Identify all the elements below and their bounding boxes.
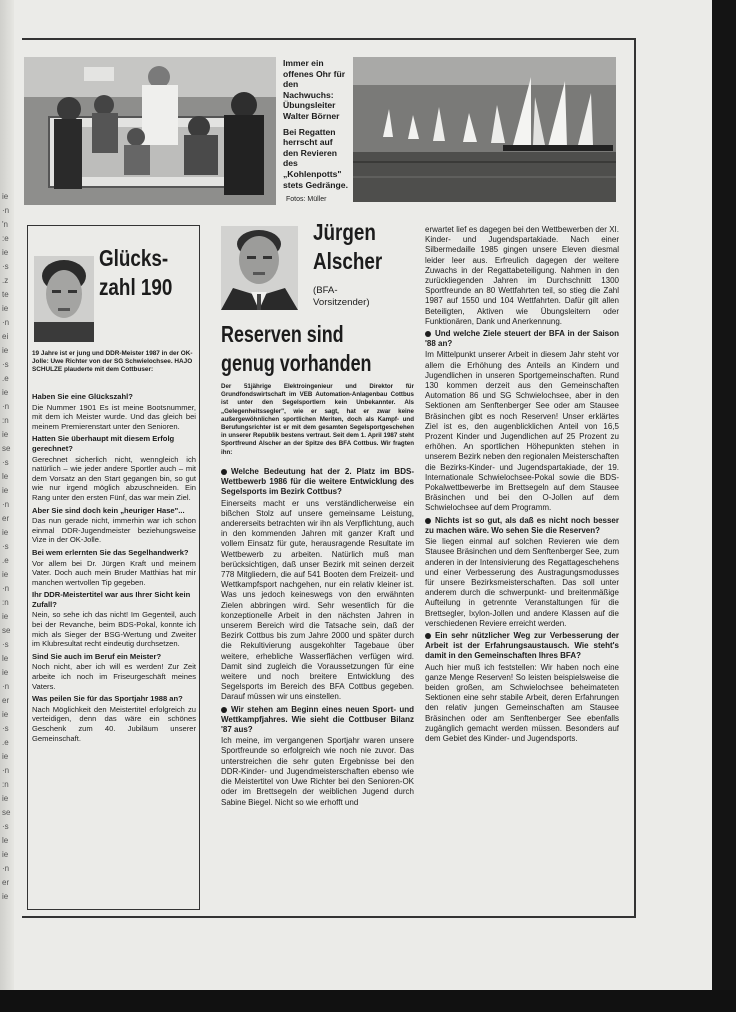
question: Bei wem erlernten Sie das Segelhandwerk? <box>32 547 189 557</box>
question <box>425 631 619 662</box>
article-column-2 <box>221 465 414 810</box>
interviewee-role-text: (BFA-Vorsitzender) <box>313 285 370 308</box>
answer: Die Nummer 1901 Es ist meine Bootsnummer, mit dem ich Meister wurde. Und das gleich bei meinem Premierenstart unter den Senioren. <box>32 402 196 431</box>
portrait-juergen-alscher <box>221 226 298 310</box>
top-rule <box>22 38 636 40</box>
question: Haben Sie eine Glückszahl? <box>32 392 133 401</box>
answer: Vor allem bei Dr. Jürgen Kraft und meinem Vater. Doch auch mein Bruder Matthias hat mir manchen wertvollen Tip gegeben. <box>32 558 196 587</box>
bottom-rule <box>22 916 636 918</box>
article-column-3 <box>425 225 619 746</box>
question: Aber Sie sind doch kein „heuriger Hase"... <box>32 505 185 515</box>
photo-credit: Fotos: Müller <box>286 196 327 203</box>
answer: Nach Möglichkeit den Meistertitel erfolgreich zu verteidigen, denn das wäre ein schönes Geschenk zum 40. Jubiläum unserer Gemeinschaft. <box>32 704 196 743</box>
article-lead: Der 51jährige Elektroingenieur und Direktor für Grundfondswirtschaft im VEB Automation-Anlagenbau Cottbus ist unter den Segelsportlern kein Unbekannter. Als „Gelegenheitssegler", wie er sagt, hat er zwar keine außergewöhnlichen sportlichen Meriten, doch als Kampf- und Berufungsrichter ist er mit dem gesamten Segelsportgeschehen in unserer Republik bestens vertraut. Seit dem 1. April 1987 steht Sportfreund Alscher an der Spitze des BFA Cottbus. Wir fragten ihn: <box>221 383 414 456</box>
question <box>425 329 619 349</box>
question: Hatten Sie überhaupt mit diesem Erfolg gerechnet? <box>32 434 175 453</box>
answer: Im Mittelpunkt unserer Arbeit in diesem Jahr steht vor allem die Erhöhung des Anteils an Kindern und Jugendlichen in unseren Sportgemeinschaften. Rund 130 kommen derzeit aus den Gemeinschaften Automation 86 und SG Schwielochsee, aber in den Sektionen am Senftenberger See oder am Stausee Bräsinchen gibt es noch Reserven! Unser erklärtes Ziel ist es, den augenblicklichen Anteil von 16,5 Prozent Kinder und Jugendlichen auf 25 Prozent zu erhöhen. An sportlichen Höhepunkten stehen in unserem Bezirk neben den regionalen Meisterschaften die Bezirks-Kinder- und Jugendspartakiade, der 19. Internationale Schwielochsee-Pokal sowie die BDS-Pokalwettbewerbe im Brettsegeln auf dem Stausee Bräsinchen und bei den O-Jollen auf dem Schwielochsee auf dem Programm. <box>425 350 619 513</box>
adjacent-page-fragment: ie ·n 'n :e ie ·s .z te ie ·n ei ie ·s .e ie ·n :n ie se ·s le ie ·n er ie ·s .e ie ·n :n ie se ·s le ie ·n er ie ·s .e ie ·n :n ie se ·s le ie ·n er ie <box>2 192 11 901</box>
article-headline-text: Reserven sind genug vorhanden <box>221 321 372 376</box>
interview1-qa <box>32 389 196 745</box>
interview1-intro: 19 Jahre ist er jung und DDR-Meister 1987 in der OK-Jolle: Uwe Richter von der SG Schwielochsee. HAJO SCHULZE plauderte mit dem Cottbuser: <box>32 350 193 373</box>
question: Was peilen Sie für das Sportjahr 1988 an? <box>32 694 183 704</box>
answer: Ich meine, im vergangenen Sportjahr waren unsere Sportfreunde so erfolgreich wie noch nie zuvor. Das unterstreichen die sehr guten Ergebnisse bei den DDR-Kinder- und Jugendmeisterschaften ebenso wie die Meistertitel von Uwe Richter bei den Senioren-OK oder im Brettsegeln der weiblichen Jugend durch Sabine Biegel. Nicht so wie erhofft und <box>221 736 414 807</box>
answer: Das nun gerade nicht, immerhin war ich schon einmal DDR-Jugendmeister beziehungsweise Vize in der OK-Jolle. <box>32 516 196 545</box>
interview-box-richter <box>27 225 200 910</box>
question-text: Nichts ist so gut, als daß es nicht noch besser zu machen wäre. Wo sehen Sie die Reserven? <box>425 515 619 535</box>
answer: Einerseits macht er uns verständlicherweise ein bißchen Stolz auf unsere gemeinsame Leistung, andererseits betrachten wir ihn als Verpflichtung, auch in den kommenden Jahren mit ganzer Kraft und vollem Einsatz für gute, herausragende Resultate im Wettbewerb zu arbeiten. Natürlich muß man berücksichtigen, daß unser Bezirk mit seinen derzeit 778 Mitgliedern, die auf 541 Booten dem Freizeit- und Wettkampfsport nachgehen, nur ein relativ kleiner ist. Was uns jedoch keineswegs von den erwähnten Zielen abbringen wird. Sehr wesentlich für die konzeptionelle Arbeit in den nächsten Jahren in unserem Bereich wird die Tatsache sein, daß der Bezirk Cottbus bis zum Jahre 2000 und später durch die Rekultivierung ausgekohlter Tagebaue über weitere, erhebliche Wasserflächen verfügen wird. Damit sind zugleich die Voraussetzungen für eine weitere und noch breitere Entwicklung des Segelsports im Bereich des BFA Cottbus gegeben. Darauf müssen wir uns einstellen. <box>221 498 414 702</box>
photo-regatta-sailboats <box>353 57 616 202</box>
answer: Sie liegen einmal auf solchen Revieren wie dem Stausee Bräsinchen und dem Senftenberger See, zum anderen in der Intensivierung des Regattageschehens und einer Verbesserung des Austragungsmodusses für unsere Bezirksmeisterschaften. Das soll unter anderem durch die schwerpunkt- und breitenmäßige Aufteilung in getrennte Veranstaltungen für die Brettsegler, Ixylon-Jollen und andere Klassen auf die verschiedenen Reviere erreicht werden. <box>425 537 619 628</box>
bullet-icon <box>425 633 431 639</box>
question-text: Und welche Ziele steuert der BFA in der Saison '88 an? <box>425 329 619 349</box>
answer: Nein, so sehe ich das nicht! Im Gegenteil, auch bei der Revanche, beim BDS-Pokal, konnte ich mich als Sieger der BSG-Wertung und Zweiter im Klubresultat recht eindeutig durchsetzen. <box>32 610 196 649</box>
caption-text-1: Immer ein offenes Ohr für den Nachwuchs: Übungsleiter Walter Börner <box>283 58 346 121</box>
answer: Gerechnet sicherlich nicht, wenngleich ich natürlich – wie jeder andere Sportler auch – mit dem Vorsatz an den Start gegangen bin, so gut wie nur irgend möglich abzuschneiden. Ein Rang unter den ersten Fünf, das war mein Ziel. <box>32 454 196 502</box>
question-text: Ein sehr nützlicher Weg zur Verbesserung der Arbeit ist der Erfahrungsaustausch. Wie steht's damit in den Gemeinschaften Ihres BFA? <box>425 630 619 661</box>
answer: Auch hier muß ich feststellen: Wir haben noch eine ganze Menge Reserven! So leisten beispielsweise die beiden großen, am Schwielochsee beheimateten Sektionen eine sehr stabile Arbeit, deren Erfahrungen den relativ jungen Gemeinschaften am Stausee Bräsinchen oder am Senftenberger See ebenfalls zugänglich gemacht werden müssen. Besonders auf dem Gebiet des Kinder- und Jugendsports. <box>425 662 619 743</box>
question <box>425 516 619 536</box>
interviewee-role <box>313 285 393 309</box>
interviewee-name <box>313 218 383 276</box>
portrait-uwe-richter <box>34 256 94 342</box>
bullet-icon <box>425 518 431 524</box>
question-text: Wir stehen am Beginn eines neuen Sport- und Wettkampfjahres. Wie sieht die Cottbuser Bilanz '87 aus? <box>221 704 414 735</box>
answer: Noch nicht, aber ich will es werden! Zur Zeit arbeite ich noch im Friseurgeschäft meines Vaters. <box>32 662 196 691</box>
scan-edge-bottom <box>0 990 736 1012</box>
article-headline <box>221 320 385 378</box>
photo-coach-with-children <box>24 57 276 205</box>
scan-edge-right <box>712 0 736 1012</box>
photo-caption <box>283 58 349 195</box>
bullet-icon <box>221 707 227 713</box>
question <box>221 705 414 736</box>
right-rule <box>634 38 636 918</box>
interview1-title: Glücks-zahl 190 <box>99 245 173 300</box>
bullet-icon <box>221 469 227 475</box>
question-text: Welche Bedeutung hat der 2. Platz im BDS-Wettbewerb 1986 für die weitere Entwicklung des Segelsports im Bezirk Cottbus? <box>221 467 414 497</box>
interviewee-name-text: Jürgen Alscher <box>313 219 383 274</box>
bullet-icon <box>425 331 431 337</box>
answer: erwartet lief es dagegen bei den Wettbewerben der XI. Kinder- und Jugendspartakiade. Nach einer Silbermedaille 1985 gingen unsere Eleven diesmal leider leer aus. Erfreulich dagegen der weitere Zuwachs in der Regattabeteiligung. Nahmen in den zurückliegenden Jahren im Durchschnitt 1300 Sportfreunde an 80 Wettfahrten teil, so stieg die Zahl 1987 auf 1550 und 104 Wettfahrten. Dafür gilt allen Beteiligten, Aktiven wie Übungsleitern oder Funktionären, Dank und Anerkennung. <box>425 225 619 326</box>
question: Ihr DDR-Meistertitel war aus Ihrer Sicht kein Zufall? <box>32 590 191 609</box>
caption-text-2: Bei Regatten herrscht auf den Revieren des „Kohlenpotts" stets Gedränge. <box>283 126 348 190</box>
question <box>221 467 414 498</box>
question: Sind Sie auch im Beruf ein Meister? <box>32 651 162 661</box>
